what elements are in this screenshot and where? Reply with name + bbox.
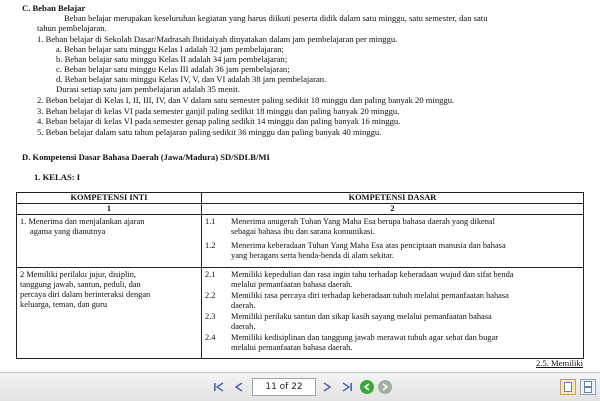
kd-item: 2.1 Memiliki kepedulian dan rasa ingin tahu terhadap keberadaan wujud dan sifat benda melalui pemanfaatan bahasa daerah. <box>205 270 514 289</box>
table-row <box>17 268 584 359</box>
ki-cell-2 <box>17 268 202 359</box>
kd-item: 2.2 Memiliki rasa percaya diri terhadap keberadaan tubuh melalui pemanfaatan bahasa daerah. <box>205 291 509 310</box>
table-header-row <box>17 193 584 204</box>
subheader-kd: 2 <box>202 204 584 215</box>
intro-line-1: Beban belajar merupakan keseluruhan kegiatan yang harus diikuti peserta didik dalam satu minggu, satu semester, dan satu <box>64 13 488 23</box>
continuous-view-icon[interactable] <box>580 379 596 395</box>
kd-cell-2 <box>202 268 584 359</box>
sub-item-b: b. Beban belajar satu minggu Kelas II adalah 34 jam pembelajaran; <box>56 54 288 64</box>
kd-item: 2.3 Memiliki perilaku santun dan sikap kasih sayang melalui pemanfaatan bahasa daerah. <box>205 312 492 331</box>
kompetensi-table <box>16 192 584 359</box>
section-d-heading: D. Kompetensi Dasar Bahasa Daerah (Jawa/Madura) SD/SDLB/MI <box>22 152 270 162</box>
list-item-2: 2. Beban belajar di Kelas I, II, III, IV, dan V dalam satu semester paling sedikit 18 minggu dan paling banyak 20 minggu. <box>37 95 455 105</box>
back-icon[interactable] <box>360 380 374 394</box>
ki-2-line-2: tanggung jawab, santun, peduli, dan <box>20 280 141 289</box>
sub-item-a: a. Beban belajar satu minggu Kelas I adalah 32 jam pembelajaran; <box>56 44 284 54</box>
ki-2-line-1: 2 Memiliki perilaku jujur, disiplin, <box>20 270 136 279</box>
intro-line-2: tahun pembelajaran. <box>37 23 107 33</box>
kd-cell-1 <box>202 215 584 268</box>
table-row <box>17 215 584 268</box>
list-item-3: 3. Beban belajar di kelas VI pada semester ganjil paling sedikit 18 minggu dan paling banyak 20 minggu. <box>37 106 400 116</box>
header-kompetensi-inti: KOMPETENSI INTI <box>17 193 202 204</box>
page-number-field[interactable]: 11 of 22 <box>252 378 316 396</box>
kelas-label: 1. KELAS: I <box>34 172 81 182</box>
subheader-ki: 1 <box>17 204 202 215</box>
header-kompetensi-dasar: KOMPETENSI DASAR <box>202 193 584 204</box>
list-item-1: 1. Beban belajar di Sekolah Dasar/Madrasah Ibtidaiyah dinyatakan dalam jam pembelajaran per minggu. <box>37 34 398 44</box>
kd-item: 2.4 Memiliki kedisiplinan dan tanggung jawab merawat tubuh agar sehat dan bugar melalui pemanfaatan bahasa daerah. <box>205 333 498 352</box>
viewer-toolbar <box>0 372 600 401</box>
first-page-icon[interactable] <box>212 380 226 394</box>
list-item-5: 5. Beban belajar dalam satu tahun pelajaran paling sedikit 36 minggu dan paling banyak 40 minggu. <box>37 127 382 137</box>
previous-page-icon[interactable] <box>232 380 246 394</box>
ki-2-line-3: percaya diri dalam berinteraksi dengan <box>20 290 151 299</box>
sub-item-d: d. Beban belajar satu minggu Kelas IV, V, dan VI adalah 38 jam pembelajaran. <box>56 74 327 84</box>
ki-cell-1 <box>17 215 202 268</box>
forward-icon[interactable] <box>378 380 392 394</box>
continuation-text: 2.5. Memiliki <box>536 358 584 368</box>
single-page-view-icon[interactable] <box>560 379 576 395</box>
ki-2-line-4: keluarga, teman, dan guru <box>20 300 108 309</box>
next-page-icon[interactable] <box>320 380 334 394</box>
kd-item: 1.2 Menerima keberadaan Tuhan Yang Maha Esa atas penciptaan manusia dan bahasa yang beragam serta benda-benda di alam sekitar. <box>205 241 506 260</box>
list-item-4: 4. Beban belajar di kelas VI pada semester genap paling sedikit 14 minggu dan paling banyak 16 minggu. <box>37 116 401 126</box>
table-subheader-row <box>17 204 584 215</box>
last-page-icon[interactable] <box>340 380 354 394</box>
ki-1-line-1: 1. Menerima dan menjalankan ajaran <box>20 217 145 226</box>
sub-item-c: c. Beban belajar satu minggu Kelas III adalah 36 jam pembelajaran; <box>56 64 290 74</box>
ki-1-line-2: agama yang dianutnya <box>30 227 106 236</box>
kd-item: 1.1 Menerima anugerah Tuhan Yang Maha Esa berupa bahasa daerah yang dikenal sebagai bahasa ibu dan sarana komunikasi. <box>205 217 495 236</box>
section-c-heading: C. Beban Belajar <box>22 3 86 13</box>
durasi-note: Durasi setiap satu jam pembelajaran adalah 35 menit. <box>56 84 240 94</box>
